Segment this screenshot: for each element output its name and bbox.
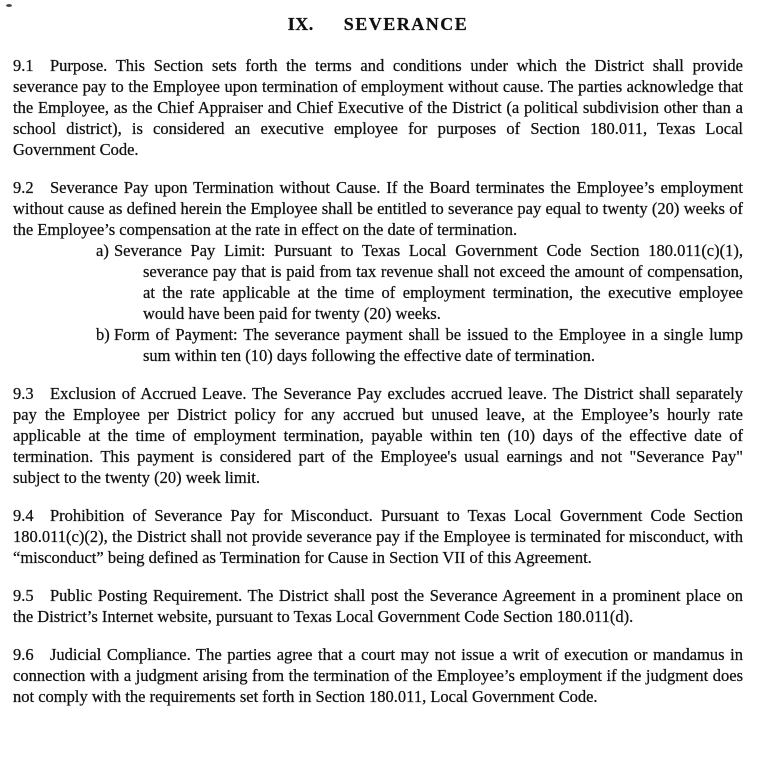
paragraph-9-6 (13, 644, 743, 707)
clause-text: Exclusion of Accrued Leave. The Severance Pay excludes accrued leave. The District shall separately pay the Employee per District policy for any accrued but unused leave, at the Employee’s hourly rate applicable at the time of employment termination, payable within ten (10) days of the effective date of termination. This payment is considered part of the Employee's usual earnings and not "Severance Pay" subject to the twenty (20) week limit. (13, 384, 743, 487)
clause-text: Purpose. This Section sets forth the terms and conditions under which the District shall provide severance pay to the Employee upon termination of employment without cause. The parties acknowledge that the Employee, as the Chief Appraiser and Chief Executive of the District (a political subdivision other than a school district), is considered an executive employee for purposes of Section 180.011, Texas Local Government Code. (13, 56, 743, 159)
paragraph-9-3 (13, 383, 743, 488)
paragraph-9-4 (13, 505, 743, 568)
paragraph-9-5 (13, 585, 743, 627)
clause-number: 9.6 (13, 645, 34, 664)
clause-text: Severance Pay upon Termination without Cause. If the Board terminates the Employee’s employment without cause as defined herein the Employee shall be entitled to severance pay equal to twenty (20) weeks of the Employee’s compensation at the rate in effect on the date of termination. (13, 178, 743, 239)
clause-text: Prohibition of Severance Pay for Misconduct. Pursuant to Texas Local Government Code Section 180.011(c)(2), the District shall not provide severance pay if the Employee is terminated for misconduct, with “misconduct” being defined as Termination for Cause in Section VII of this Agreement. (13, 506, 743, 567)
clause-text: Judicial Compliance. The parties agree that a court may not issue a writ of execution or mandamus in connection with a judgment arising from the termination of the Employee’s employment if the judgment does not comply with the requirements set forth in Section 180.011, Local Government Code. (13, 645, 743, 706)
paragraph-9-2-subitems (13, 240, 743, 366)
clause-number: 9.4 (13, 506, 34, 525)
subitem-a (13, 240, 743, 324)
clause-number: 9.5 (13, 586, 34, 605)
section-roman-numeral: IX. (287, 14, 314, 34)
clause-number: 9.2 (13, 178, 34, 197)
subitem-b (13, 324, 743, 366)
subitem-text: Form of Payment: The severance payment shall be issued to the Employee in a single lump sum within ten (10) days following the effective date of termination. (114, 325, 743, 365)
subitem-label: b) (96, 325, 110, 344)
clause-number: 9.1 (13, 56, 34, 75)
subitem-label: a) (96, 241, 109, 260)
clause-text: Public Posting Requirement. The District shall post the Severance Agreement in a prominent place on the District’s Internet website, pursuant to Texas Local Government Code Section 180.011(d). (13, 586, 743, 626)
clause-number: 9.3 (13, 384, 34, 403)
section-title-text: SEVERANCE (343, 14, 469, 34)
scan-artifact-speck (6, 4, 12, 7)
page-title (13, 12, 743, 36)
paragraph-9-2 (13, 177, 743, 240)
paragraph-9-1 (13, 55, 743, 160)
subitem-text: Severance Pay Limit: Pursuant to Texas Local Government Code Section 180.011(c)(1), severance pay that is paid from tax revenue shall not exceed the amount of compensation, at the rate applicable at the time of employment termination, the executive employee would have been paid for twenty (20) weeks. (114, 241, 743, 323)
